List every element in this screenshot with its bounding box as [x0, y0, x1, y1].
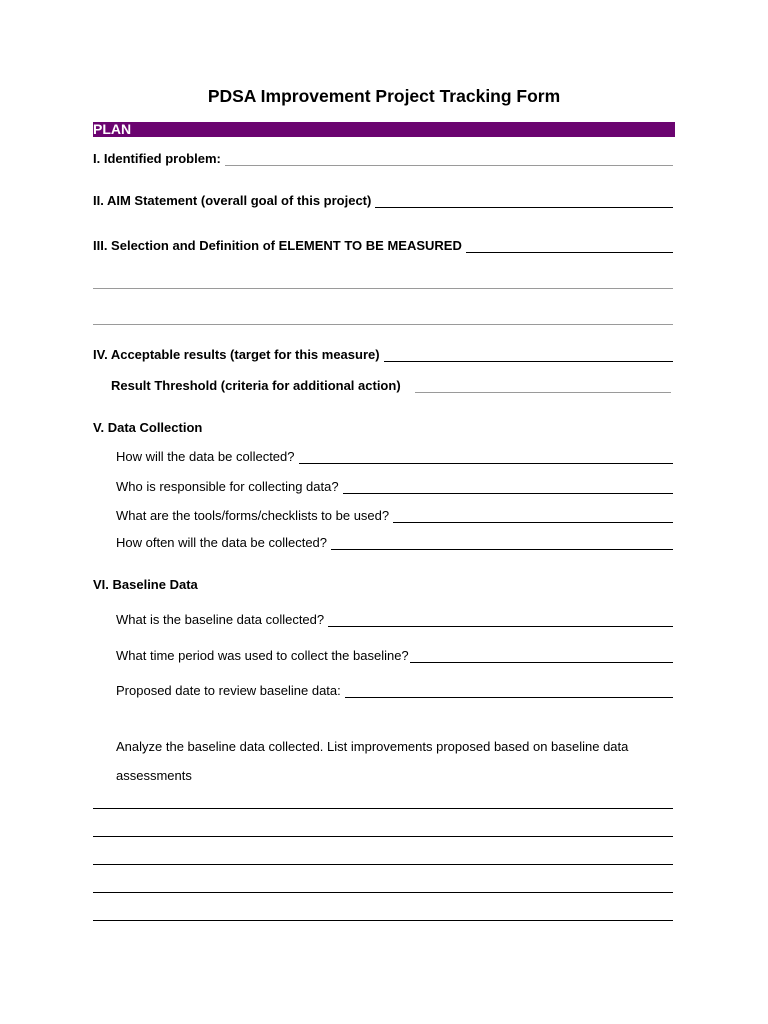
result-threshold-label: Result Threshold (criteria for additional action) [111, 378, 401, 393]
aim-statement-label: II. AIM Statement (overall goal of this project) [93, 193, 372, 208]
data-collection-heading: V. Data Collection [93, 420, 203, 435]
section-header-plan: PLAN [93, 122, 675, 137]
analysis-line-5[interactable] [93, 920, 673, 921]
baseline-review-row [116, 683, 673, 699]
baseline-period-label: What time period was used to collect the baseline? [116, 648, 409, 663]
form-title: PDSA Improvement Project Tracking Form [207, 86, 561, 106]
baseline-heading: VI. Baseline Data [93, 577, 198, 592]
analysis-line-4[interactable] [93, 892, 673, 893]
aim-statement-field[interactable] [375, 207, 673, 208]
analysis-line-3[interactable] [93, 864, 673, 865]
data-often-field[interactable] [331, 549, 673, 550]
data-how-label: How will the data be collected? [116, 449, 295, 464]
data-how-row [116, 449, 673, 465]
data-tools-field[interactable] [393, 522, 673, 523]
selection-field[interactable] [466, 252, 673, 253]
data-who-label: Who is responsible for collecting data? [116, 479, 339, 494]
result-threshold-field[interactable] [415, 392, 671, 393]
aim-statement-row [93, 193, 673, 209]
data-who-row [116, 479, 673, 495]
data-tools-row [116, 508, 673, 524]
baseline-collected-row [116, 612, 673, 628]
data-tools-label: What are the tools/forms/checklists to be used? [116, 508, 390, 523]
data-often-row [116, 535, 673, 551]
baseline-collected-label: What is the baseline data collected? [116, 612, 325, 627]
baseline-review-label: Proposed date to review baseline data: [116, 683, 341, 698]
baseline-period-row [116, 648, 673, 664]
analyze-instructions: Analyze the baseline data collected. List improvements proposed based on baseline data assessments [116, 739, 629, 783]
acceptable-results-row [93, 347, 673, 363]
identified-problem-row [93, 151, 673, 167]
identified-problem-label: I. Identified problem: [93, 151, 221, 166]
data-collection-heading-row [93, 420, 393, 436]
baseline-collected-field[interactable] [328, 626, 673, 627]
analysis-line-2[interactable] [93, 836, 673, 837]
acceptable-results-field[interactable] [384, 361, 673, 362]
baseline-review-field[interactable] [345, 697, 673, 698]
selection-extra-line-2[interactable] [93, 324, 673, 325]
selection-row [93, 238, 673, 254]
selection-label: III. Selection and Definition of ELEMENT TO BE MEASURED [93, 238, 462, 253]
data-how-field[interactable] [299, 463, 674, 464]
data-often-label: How often will the data be collected? [116, 535, 328, 550]
analysis-line-1[interactable] [93, 808, 673, 809]
acceptable-results-label: IV. Acceptable results (target for this measure) [93, 347, 380, 362]
baseline-period-field[interactable] [410, 662, 673, 663]
selection-extra-line-1[interactable] [93, 288, 673, 289]
result-threshold-row [111, 378, 671, 394]
data-who-field[interactable] [343, 493, 673, 494]
identified-problem-field[interactable] [225, 165, 673, 166]
baseline-heading-row [93, 577, 393, 593]
